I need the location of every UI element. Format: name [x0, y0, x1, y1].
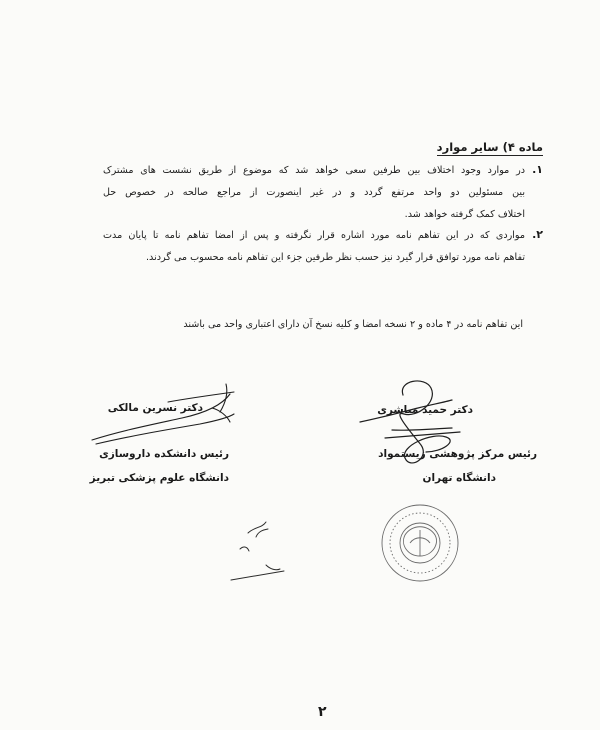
signatory-right-organization: دانشگاه تهران: [422, 472, 496, 484]
signatory-right-title: رئیس مرکز پژوهشی زیستمواد: [378, 448, 537, 460]
signatory-left-title: رئیس دانشکده داروسازی: [99, 448, 229, 460]
signatory-left-name: دکتر نسرین مالکی: [107, 402, 203, 414]
closing-statement: این تفاهم نامه در ۴ ماده و ۲ نسخه امضا و کلیه نسخ آن دارای اعتباری واحد می باشند: [183, 319, 523, 330]
clause-number: ۲.: [532, 228, 543, 241]
clause-line: مواردی که در این تفاهم نامه مورد اشاره قرار نگرفته و پس از امضا تفاهم نامه تا پایان مدت: [103, 230, 525, 241]
clause-line: تفاهم نامه مورد توافق قرار گیرد نیز حسب نظر طرفین جزء این تفاهم نامه محسوب می گردند.: [146, 252, 525, 263]
clause-line: اختلاف کمک گرفته خواهد شد.: [404, 209, 525, 220]
clause-line: در موارد وجود اختلاف بین طرفین سعی خواهد شد که موضوع از طریق نشست های مشترک: [103, 165, 525, 176]
official-seal: [382, 505, 458, 581]
signatory-left-organization: دانشگاه علوم پزشکی تبریز: [89, 472, 229, 484]
signature-left: [92, 384, 234, 444]
clause-number: ۱.: [532, 163, 543, 176]
page-number: ۲: [318, 704, 327, 720]
signatory-right-name: دکتر حمید مباشری: [377, 404, 473, 416]
paraph-marks: [231, 522, 284, 580]
section-heading: ماده ۴) سایر موارد: [436, 140, 543, 154]
clause-line: بین مسئولین دو واحد مرتفع گردد و در غیر اینصورت از مراجع صالحه در خصوص حل: [103, 187, 525, 198]
